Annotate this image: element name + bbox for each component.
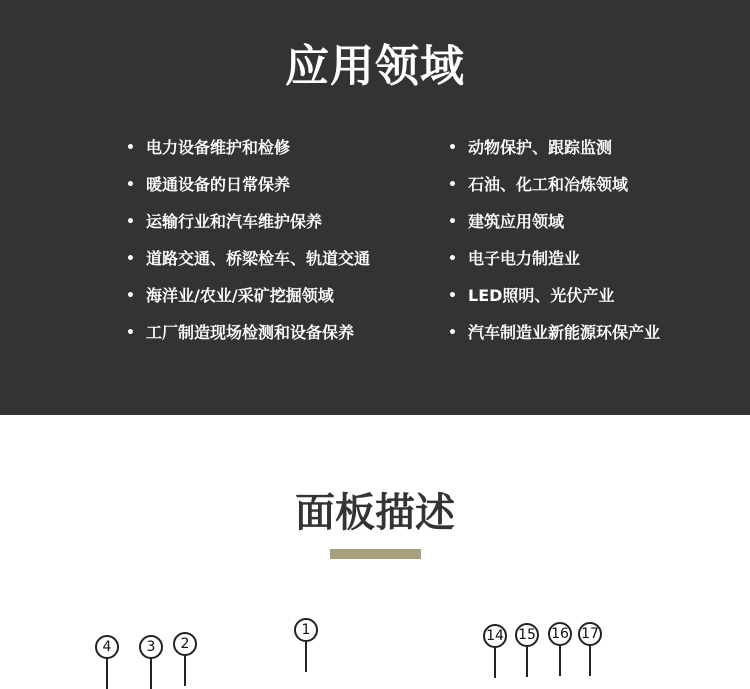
list-item-label: 道路交通、桥梁检车、轨道交通 [146,248,371,268]
bullet-icon: • [126,213,135,230]
list-item-label: 石油、化工和冶炼领域 [468,174,629,194]
bullet-icon: • [448,324,457,341]
bullet-icon: • [448,250,457,267]
bullet-icon: • [126,250,135,267]
callout-leader-line [559,646,561,676]
callout-number: 16 [548,622,572,646]
title-accent-bar [330,549,421,559]
callout-number: 14 [483,624,507,648]
list-item-label: 海洋业/农业/采矿挖掘领域 [146,285,334,305]
list-item [126,166,370,203]
bullet-icon: • [448,176,457,193]
callout-number: 4 [95,635,119,659]
bullet-icon: • [126,324,135,341]
application-fields-title: 应用领域 [285,41,465,92]
list-item [126,240,370,277]
callout-leader-line [526,647,528,677]
panel-description-section [0,415,750,665]
list-item-label: 运输行业和汽车维护保养 [146,211,323,231]
callout-leader-line [106,659,108,689]
list-item-label: LED照明、光伏产业 [468,285,615,305]
list-item-label: 电力设备维护和检修 [146,137,291,157]
callout-leader-line [150,659,152,689]
list-item-label: 汽车制造业新能源环保产业 [468,322,661,342]
list-item-label: 电子电力制造业 [468,248,581,268]
list-item [126,314,370,351]
bullet-icon: • [448,213,457,230]
application-list-left [126,129,370,351]
list-item-label: 动物保护、跟踪监测 [468,137,613,157]
list-item [448,129,660,166]
callout-leader-line [494,648,496,678]
list-item-label: 工厂制造现场检测和设备保养 [146,322,355,342]
bullet-icon: • [448,287,457,304]
callout-number: 15 [515,623,539,647]
list-item [126,277,370,314]
callout-number: 1 [294,618,318,642]
application-list-right [448,129,660,351]
list-item [448,166,660,203]
bullet-icon: • [126,139,135,156]
list-item-label: 建筑应用领域 [468,211,565,231]
list-item [448,314,660,351]
list-item [126,203,370,240]
list-item-label: 暖通设备的日常保养 [146,174,291,194]
list-item [448,277,660,314]
bullet-icon: • [448,139,457,156]
callout-number: 3 [139,635,163,659]
callout-leader-line [305,642,307,672]
list-item [448,203,660,240]
list-item [126,129,370,166]
callout-number: 2 [173,632,197,656]
callout-number: 17 [578,622,602,646]
bullet-icon: • [126,176,135,193]
callout-leader-line [589,646,591,676]
panel-description-title: 面板描述 [295,490,455,536]
callout-leader-line [184,656,186,686]
list-item [448,240,660,277]
bullet-icon: • [126,287,135,304]
